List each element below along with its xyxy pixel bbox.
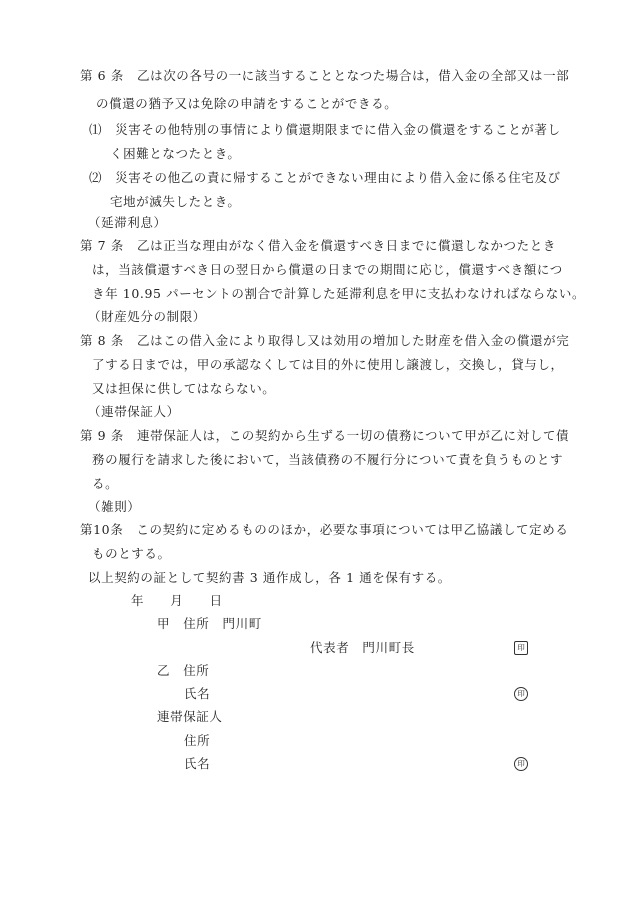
- article-7-line-1: 第 7 条 乙は正当な理由がなく借入金を償還すべき日までに償還しなかつたとき: [80, 238, 556, 253]
- party-a-address: 甲 住所 門川町: [157, 616, 262, 631]
- party-a-representative: 代表者 門川町長: [310, 640, 415, 655]
- article-8-line-1: 第 8 条 乙はこの借入金により取得し又は効用の増加した財産を借入金の償還が完: [80, 333, 570, 348]
- date-line: 年 月 日: [131, 593, 223, 608]
- article-8-line-3: 又は担保に供してはならない。: [92, 381, 276, 396]
- article-9-line-3: る。: [92, 476, 119, 491]
- article-9-line-1: 第 9 条 連帯保証人は，この契約から生ずる一切の債務について甲が乙に対して債: [80, 428, 570, 443]
- article-6-item-1-line-2: く困難となつたとき。: [110, 146, 241, 161]
- article-6-line-2: の償還の猶予又は免除の申請をすることができる。: [96, 96, 398, 111]
- party-b-address: 乙 住所: [157, 663, 210, 678]
- article-10-line-1: 第10条 この契約に定めるもののほか，必要な事項については甲乙協議して定める: [80, 522, 569, 537]
- article-7-heading: （延滞利息）: [88, 215, 167, 230]
- guarantor-heading: 連帯保証人: [157, 709, 223, 724]
- article-7-line-2: は，当該償還すべき日の翌日から償還の日までの期間に応じ，償還すべき額につ: [92, 262, 563, 277]
- closing-statement: 以上契約の証として契約書 3 通作成し，各 1 通を保有する。: [88, 570, 451, 585]
- party-b-seal-mark: 印: [514, 687, 528, 701]
- article-6-item-2-line-1: ⑵ 災害その他乙の責に帰することができない理由により借入金に係る住宅及び: [89, 170, 561, 185]
- article-10-heading: （雑則）: [88, 499, 141, 514]
- official-seal-mark: 印: [514, 641, 528, 655]
- guarantor-address: 住所: [184, 733, 211, 748]
- article-6-line-1: 第 6 条 乙は次の各号の一に該当することとなつた場合は，借入金の全部又は一部: [80, 68, 570, 83]
- article-6-item-1-line-1: ⑴ 災害その他特別の事情により償還期限までに借入金の償還をすることが著し: [89, 122, 561, 137]
- article-8-heading: （財産処分の制限）: [88, 309, 206, 324]
- guarantor-name: 氏名: [184, 756, 211, 771]
- article-8-line-2: 了する日までは，甲の承認なくしては目的外に使用し譲渡し，交換し，貸与し，: [92, 357, 564, 372]
- article-6-item-2-line-2: 宅地が滅失したとき。: [110, 194, 241, 209]
- article-10-line-2: ものとする。: [92, 546, 171, 561]
- party-b-name: 氏名: [184, 686, 211, 701]
- guarantor-seal-mark: 印: [514, 757, 528, 771]
- article-9-heading: （連帯保証人）: [88, 404, 180, 419]
- article-7-line-3: き年 10.95 パーセントの割合で計算した延滞利息を甲に支払わなければならない。: [92, 286, 586, 301]
- article-9-line-2: 務の履行を請求した後において，当該債務の不履行分について責を負うものとす: [92, 452, 564, 467]
